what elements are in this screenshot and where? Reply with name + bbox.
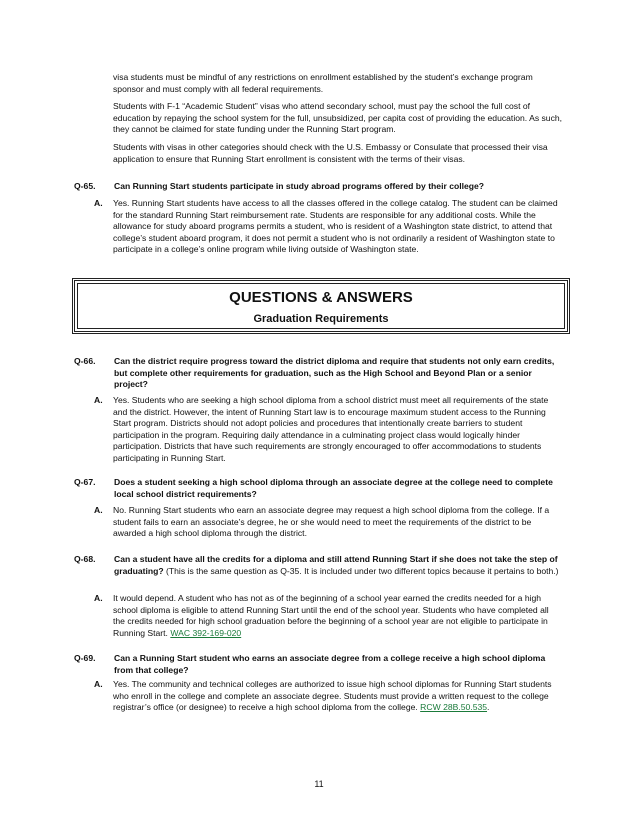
page-number: 11 xyxy=(314,779,324,789)
intro-paragraph-2: Students with F-1 “Academic Student” visas who attend secondary school, must pay the school the full cost of education by repaying the school system for the full, unsubsidized, per capita cost of providing the education. As such, they cannot be claimed for state funding under the Running Start program. xyxy=(113,101,563,135)
question-text: Does a student seeking a high school diploma through an associate degree at the college need to complete local school district requirements? xyxy=(114,477,553,499)
question-number: Q-65. xyxy=(74,181,96,191)
question-text: Can a Running Start student who earns an associate degree from a college receive a high school diploma from that college? xyxy=(114,653,546,675)
answer-text: Yes. Running Start students have access to all the classes offered in the college catalog. The student can be claimed for the standard Running Start reimbursement rate. Students are responsible for any additional costs. While the allowance for study aboard programs permits a student, who is resident of a Washington state district, to attend that college’s student aboard program, it does not permit a student who is not ordinarily a resident of Washington state to participate in a college’s online program while living outside of Washington state. xyxy=(113,198,558,255)
section-subtitle: Graduation Requirements xyxy=(253,313,389,325)
intro-paragraph-1: visa students must be mindful of any restrictions on enrollment established by the student’s exchange program sponsor and must comply with all federal requirements. xyxy=(113,72,533,94)
answer-text xyxy=(113,593,563,639)
answer-label: A. xyxy=(94,505,103,515)
rcw-link[interactable]: RCW 28B.50.535 xyxy=(420,702,488,713)
answer-label: A. xyxy=(94,593,103,603)
answer-label: A. xyxy=(94,679,103,689)
question-number: Q-66. xyxy=(74,356,96,366)
section-title: QUESTIONS & ANSWERS xyxy=(229,289,413,306)
section-header-box xyxy=(72,278,570,334)
question-text xyxy=(114,554,564,577)
answer-label: A. xyxy=(94,395,103,405)
answer-text xyxy=(113,679,563,714)
answer-69-body: Yes. The community and technical colleges are authorized to issue high school diplomas for Running Start students who enroll in the college and complete an associate degree. Students must provide a written request to the college registrar’s office (or designee) to receive a high school diploma from the college. xyxy=(113,679,552,713)
answer-69-suffix: . xyxy=(487,702,490,713)
answer-68-body: It would depend. A student who has not as of the beginning of a school year earned the credits needed for a high school diploma is eligible to attend Running Start until the end of the school year. Students who have completed all the credits needed for high school graduation before the beginning of a school year are not eligible to participate in Running Start. xyxy=(113,593,549,638)
intro-paragraph-3: Students with visas in other categories should check with the U.S. Embassy or Consulate that processed their visa application to ensure that Running Start enrollment is consistent with the terms of their visas. xyxy=(113,142,548,164)
question-number: Q-68. xyxy=(74,554,96,564)
question-68-note: (This is the same question as Q-35. It is included under two different topics because it pertains to both.) xyxy=(163,565,559,576)
answer-text: No. Running Start students who earn an associate degree may request a high school diploma from the college. If a student fails to earn an associate’s degree, he or she would need to meet the requirements of the district to be awarded a high school diploma through the district. xyxy=(113,505,550,539)
question-68-bold: Can a student have all the credits for a diploma and still attend Running Start if she does not take the step of graduating? xyxy=(114,554,558,576)
answer-text: Yes. Students who are seeking a high school diploma from a school district must meet all requirements of the state and the district. However, the intent of Running Start law is to encourage maximum student access to the Running Start program. Districts should not adopt policies and procedures that intentionally create barriers to student participation in the program. Requiring daily attendance in a culminating project class would logically hinder participation. Districts that have such requirements are strongly encouraged to offer accommodations to students participating in Running Start. xyxy=(113,395,549,463)
wac-link[interactable]: WAC 392-169-020 xyxy=(170,627,242,638)
question-number: Q-67. xyxy=(74,477,96,487)
question-text: Can the district require progress toward the district diploma and require that students not only earn credits, but complete other requirements for graduation, such as the High School and Beyond Plan or a senior project? xyxy=(114,356,555,390)
answer-label: A. xyxy=(94,198,103,208)
question-text: Can Running Start students participate in study abroad programs offered by their college? xyxy=(114,181,485,191)
question-number: Q-69. xyxy=(74,653,96,663)
